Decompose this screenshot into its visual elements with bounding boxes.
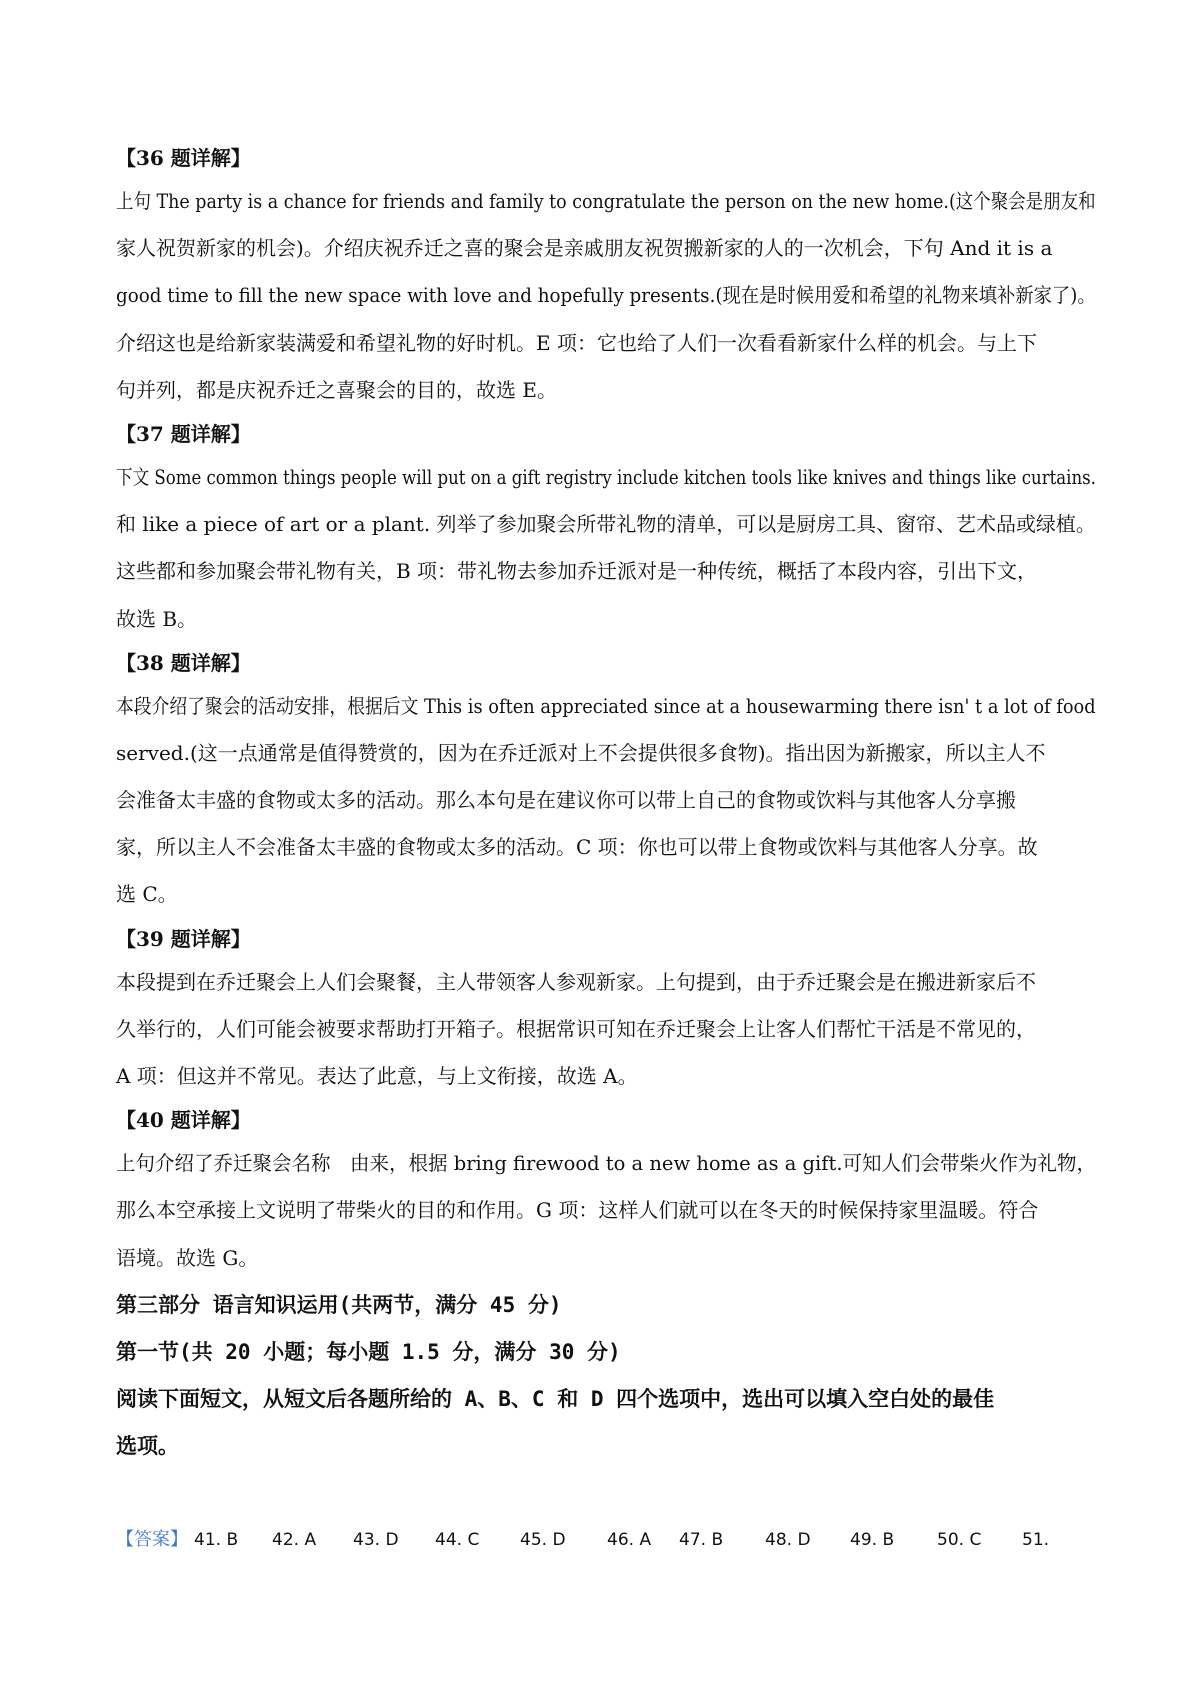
explanation-body-37	[116, 454, 1096, 643]
answer-tag: 【答案】	[116, 1529, 188, 1550]
explanation-heading-40: 【40 题详解】	[116, 1108, 251, 1133]
explanation-body-36	[116, 178, 1096, 414]
text-line: 选 C。	[116, 882, 178, 907]
text-line: served.(这一点通常是值得赞赏的，因为在乔迁派对上不会提供很多食物)。指出因为新搬家，所以主人不	[116, 740, 1046, 765]
answer-item: 46. A	[607, 1530, 652, 1550]
answer-item: 49. B	[850, 1530, 895, 1550]
text-line: 本段提到在乔迁聚会上人们会聚餐，主人带领客人参观新家。上句提到，由于乔迁聚会是在搬进新家后不	[116, 969, 1036, 994]
text-line: 这些都和参加聚会带礼物有关，B 项：带礼物去参加乔迁派对是一种传统，概括了本段内容，引出下文，	[116, 559, 1038, 584]
answer-item: 42. A	[272, 1530, 317, 1550]
explanation-heading-36: 【36 题详解】	[116, 146, 251, 170]
text-line: 故选 B。	[116, 606, 198, 631]
answer-item: 43. D	[353, 1530, 399, 1550]
explanation-body-38	[116, 683, 1096, 919]
text-line: 家人祝贺新家的机会)。介绍庆祝乔迁之喜的聚会是亲戚朋友祝贺搬新家的人的一次机会，下句 And it is a	[116, 236, 1053, 261]
text-line: 语境。故选 G。	[116, 1245, 259, 1270]
answer-item: 44. C	[435, 1530, 480, 1550]
explanation-heading-39: 【39 题详解】	[116, 926, 251, 951]
answer-item: 51.	[1022, 1530, 1050, 1550]
answer-key-row	[116, 1520, 1096, 1560]
text-line: 家，所以主人不会准备太丰盛的食物或太多的活动。C 项：你也可以带上食物或饮料与其他客人分享。故	[116, 835, 1038, 860]
explanation-heading-37: 【37 题详解】	[116, 421, 251, 446]
text-line: 上句介绍了乔迁聚会名称 由来，根据 bring firewood to a new home as a gift.可知人们会带柴火作为礼物，	[116, 1151, 1097, 1176]
text-line: 会准备太丰盛的食物或太多的活动。那么本句是在建议你可以带上自己的食物或饮料与其他客人分享搬	[116, 788, 1016, 813]
text-line: 上句 The party is a chance for friends and family to congratulate the person on the new home.(这个聚会是朋友和	[116, 189, 1096, 213]
section-one-title: 第一节(共 20 小题；每小题 1.5 分，满分 30 分)	[116, 1339, 621, 1364]
answer-item: 45. D	[520, 1530, 566, 1550]
answer-item: 48. D	[765, 1530, 811, 1550]
document-page	[116, 138, 1096, 1470]
part-three-title: 第三部分 语言知识运用(共两节，满分 45 分)	[116, 1292, 562, 1317]
text-line: 介绍这也是给新家装满爱和希望礼物的好时机。E 项：它也给了人们一次看看新家什么样的机会。与上下	[116, 330, 1037, 355]
text-line: 久举行的，人们可能会被要求帮助打开箱子。根据常识可知在乔迁聚会上让客人们帮忙干活是不常见的，	[116, 1016, 1036, 1041]
text-line: 和 like a piece of art or a plant. 列举了参加聚会所带礼物的清单，可以是厨房工具、窗帘、艺术品或绿植。	[116, 512, 1096, 537]
text-line: 句并列，都是庆祝乔迁之喜聚会的目的，故选 E。	[116, 377, 557, 402]
text-line: A 项：但这并不常见。表达了此意，与上文衔接，故选 A。	[116, 1064, 638, 1088]
text-line: 本段介绍了聚会的活动安排，根据后文 This is often appreciated since at a housewarming there isn' t a lot of food	[116, 693, 1096, 718]
answer-item: 50. C	[937, 1530, 982, 1550]
explanation-body-39	[116, 959, 1096, 1101]
text-line: 那么本空承接上文说明了带柴火的目的和作用。G 项：这样人们就可以在冬天的时候保持家里温暖。符合	[116, 1198, 1039, 1223]
text-line: 下文 Some common things people will put on a gift registry include kitchen tools like knives and things like curtains.	[116, 464, 1096, 489]
explanation-heading-38: 【38 题详解】	[116, 650, 251, 675]
answer-item: 47. B	[679, 1530, 724, 1550]
text-line: good time to fill the new space with love and hopefully presents.(现在是时候用爱和希望的礼物来填补新家了)。	[116, 283, 1096, 308]
instructions-line-2: 选项。	[116, 1433, 179, 1458]
explanation-body-40	[116, 1140, 1096, 1282]
instructions-line-1: 阅读下面短文，从短文后各题所给的 A、B、C 和 D 四个选项中，选出可以填入空白处的最佳	[116, 1386, 995, 1411]
answer-item: 41. B	[194, 1530, 239, 1550]
